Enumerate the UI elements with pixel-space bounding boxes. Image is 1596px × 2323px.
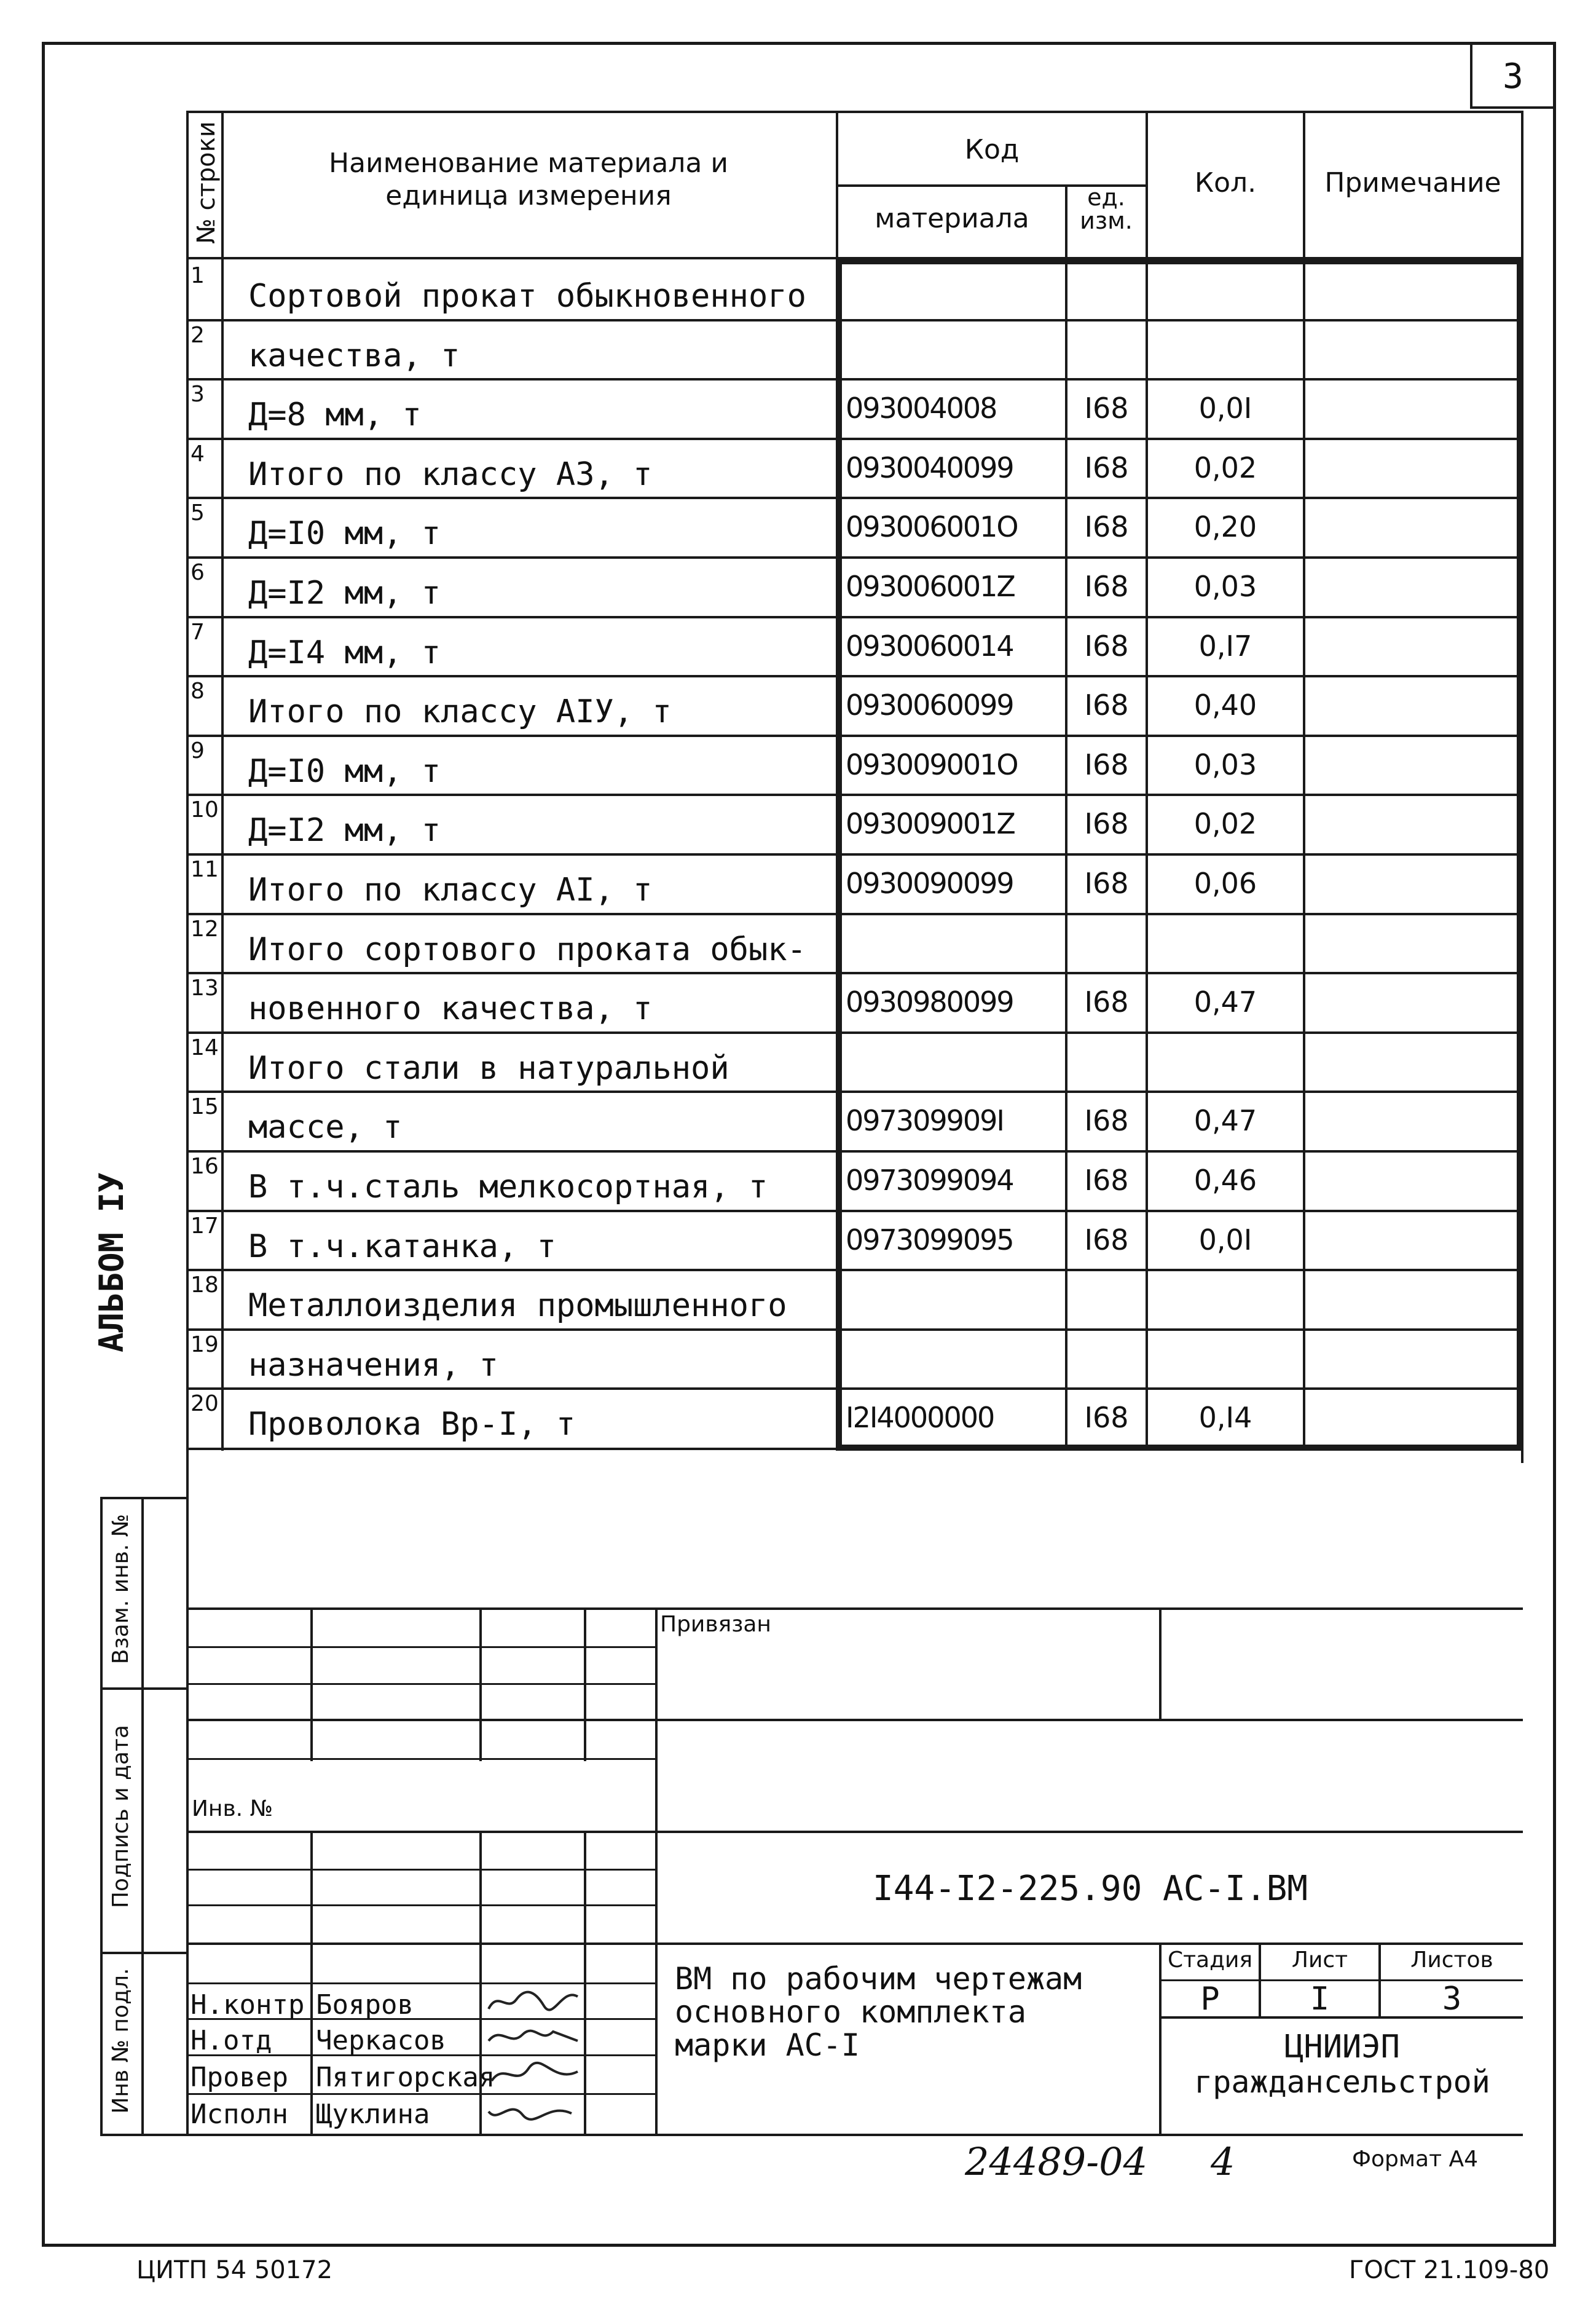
footer-right: ГОСТ 21.109-80 (1349, 2256, 1550, 2284)
sheets-label: Листов (1410, 1947, 1493, 1973)
row-qty: 0,I4 (1198, 1401, 1252, 1434)
row-name: В т.ч.сталь мелкосортная, т (248, 1169, 768, 1205)
row-code: 0930060099 (846, 688, 1013, 722)
org-line-2: граждансельстрой (1194, 2064, 1490, 2100)
row-number: 10 (191, 797, 219, 822)
name-shchuklina: Щуклина (316, 2099, 430, 2130)
row-unit: I68 (1084, 748, 1129, 781)
privyazan-label: Привязан (660, 1612, 771, 1637)
row-unit: I68 (1084, 570, 1129, 603)
row-code: 0930040099 (846, 451, 1013, 484)
frame-top (42, 42, 1556, 45)
row-number: 2 (191, 323, 205, 348)
row-unit: I68 (1084, 1223, 1129, 1256)
row-name: Проволока Вр-I, т (248, 1406, 576, 1443)
row-number: 5 (191, 500, 205, 526)
row-name: Д=I4 мм, т (248, 634, 441, 671)
handwritten-number: 24489-04 (965, 2139, 1148, 2184)
row-code: 093009001O (846, 748, 1018, 781)
signature-1 (485, 1984, 584, 2019)
row-unit: I68 (1084, 1164, 1129, 1197)
row-name: Сортовой прокат обыкновенного (248, 278, 806, 315)
footer-left: ЦИТП 54 50172 (136, 2256, 333, 2284)
row-unit: I68 (1084, 807, 1129, 840)
row-name: Итого стали в натуральной (248, 1050, 729, 1087)
row-code: 093006001Z (846, 570, 1015, 603)
row-unit: I68 (1084, 451, 1129, 484)
row-code: 0973099094 (846, 1164, 1013, 1197)
row-name: Д=8 мм, т (248, 396, 422, 433)
row-name: Д=I0 мм, т (248, 515, 441, 552)
row-number: 20 (191, 1391, 219, 1416)
row-number: 11 (191, 857, 219, 882)
row-name: Итого по классу АI, т (248, 872, 653, 909)
row-qty: 0,02 (1193, 451, 1257, 484)
row-unit: I68 (1084, 985, 1129, 1019)
row-number: 1 (191, 263, 205, 288)
header-material: материала (875, 203, 1029, 234)
row-number: 16 (191, 1154, 219, 1179)
row-name: назначения, т (248, 1347, 498, 1384)
row-name: массе, т (248, 1109, 403, 1146)
inv-no-label: Инв. № (192, 1796, 273, 1821)
signature-3 (485, 2059, 584, 2090)
document-code: I44-I2-225.90 АС-I.ВМ (872, 1869, 1308, 1909)
document-description: ВМ по рабочим чертежам основного комплекта марки АС-I (675, 1961, 1082, 2063)
row-unit: I68 (1084, 867, 1129, 900)
sheet-label: Лист (1291, 1947, 1348, 1973)
row-number: 17 (191, 1213, 219, 1239)
name-cherkasov: Черкасов (316, 2025, 446, 2056)
role-prover: Провер (191, 2062, 288, 2093)
row-code: 0930980099 (846, 985, 1013, 1019)
stamp-podpis-data: Подпись и дата (108, 1724, 133, 1909)
name-pyatigorskaya: Пятигорская (316, 2062, 495, 2093)
row-qty: 0,02 (1193, 807, 1257, 840)
row-qty: 0,03 (1193, 570, 1257, 603)
row-number: 14 (191, 1035, 219, 1060)
row-number: 4 (191, 441, 205, 467)
header-unit: ед. изм. (1080, 184, 1133, 234)
signature-2 (485, 2022, 584, 2053)
row-code: 093009001Z (846, 807, 1015, 840)
stage-label: Стадия (1167, 1947, 1253, 1973)
row-qty: 0,46 (1193, 1164, 1257, 1197)
handwritten-page: 4 (1211, 2139, 1235, 2184)
row-code: 097309909I (846, 1104, 1004, 1137)
row-unit: I68 (1084, 510, 1129, 543)
header-name: Наименование материала и единица измерения (329, 148, 728, 211)
row-qty: 0,I7 (1198, 629, 1252, 663)
row-number: 12 (191, 917, 219, 942)
row-name: Металлоизделия промышленного (248, 1287, 787, 1324)
row-unit: I68 (1084, 688, 1129, 722)
row-unit: I68 (1084, 392, 1129, 425)
row-qty: 0,20 (1193, 510, 1257, 543)
sheet-value: I (1310, 1981, 1330, 2017)
row-name: Д=I2 мм, т (248, 812, 441, 849)
row-code: 0930090099 (846, 867, 1013, 900)
row-code: 093006001O (846, 510, 1018, 543)
role-n-otd: Н.отд (191, 2025, 272, 2056)
row-unit: I68 (1084, 1401, 1129, 1434)
row-unit: I68 (1084, 1104, 1129, 1137)
album-label: АЛЬБОМ IУ (92, 1172, 131, 1352)
row-number: 7 (191, 620, 205, 645)
role-n-kontr: Н.контр (191, 1989, 305, 2021)
signature-4 (485, 2096, 584, 2127)
row-qty: 0,40 (1193, 688, 1257, 722)
format-label: Формат А4 (1352, 2147, 1479, 2172)
stage-value: Р (1200, 1981, 1220, 2017)
row-qty: 0,0I (1198, 392, 1252, 425)
row-unit: I68 (1084, 629, 1129, 663)
header-qty: Кол. (1194, 167, 1257, 199)
row-number: 8 (191, 679, 205, 704)
row-number: 19 (191, 1332, 219, 1357)
stamp-vzam-inv: Взам. инв. № (108, 1513, 133, 1665)
row-qty: 0,47 (1193, 1104, 1257, 1137)
row-number: 18 (191, 1272, 219, 1298)
row-number: 9 (191, 738, 205, 763)
header-code: Код (964, 134, 1020, 165)
row-number: 13 (191, 976, 219, 1001)
name-boyarov: Бояров (316, 1989, 414, 2021)
row-code: 093004008 (846, 392, 997, 425)
frame-bottom (42, 2244, 1556, 2247)
header-row-no: № строки (192, 121, 221, 244)
sheets-value: 3 (1442, 1981, 1462, 2017)
row-name: Итого сортового проката обык- (248, 931, 806, 968)
org-line-1: ЦНИИЭП (1284, 2029, 1400, 2065)
row-qty: 0,0I (1198, 1223, 1252, 1256)
row-name: Итого по классу АIУ, т (248, 693, 672, 730)
row-code: 0973099095 (846, 1223, 1013, 1256)
row-qty: 0,47 (1193, 985, 1257, 1019)
header-note: Примечание (1324, 167, 1501, 199)
frame-right (1553, 42, 1556, 2247)
page-number: 3 (1503, 57, 1523, 97)
row-qty: 0,03 (1193, 748, 1257, 781)
row-number: 6 (191, 560, 205, 585)
role-ispoln: Исполн (191, 2099, 288, 2130)
row-name: Д=I0 мм, т (248, 753, 441, 790)
row-name: Д=I2 мм, т (248, 575, 441, 612)
row-code: 0930060014 (846, 629, 1013, 663)
stamp-inv-podl: Инв № подл. (108, 1968, 133, 2114)
row-qty: 0,06 (1193, 867, 1257, 900)
frame-left (42, 42, 45, 2247)
row-name: Итого по классу А3, т (248, 456, 653, 493)
row-name: новенного качества, т (248, 990, 653, 1027)
row-number: 15 (191, 1094, 219, 1119)
row-code: I2I4000000 (846, 1401, 994, 1434)
row-name: качества, т (248, 337, 460, 374)
row-number: 3 (191, 382, 205, 407)
row-name: В т.ч.катанка, т (248, 1228, 556, 1265)
